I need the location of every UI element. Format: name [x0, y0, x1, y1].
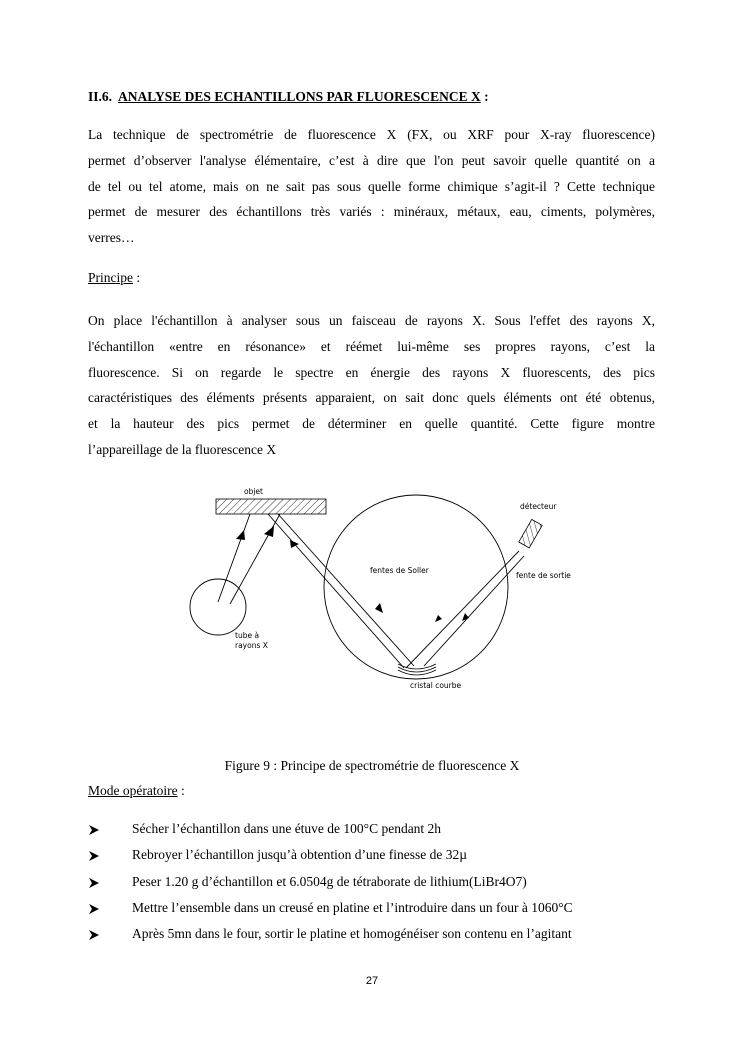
arrow-bullet-icon	[88, 821, 102, 840]
arrowhead	[435, 615, 442, 622]
section-title-suffix: :	[480, 89, 489, 104]
label-detecteur: détecteur	[520, 502, 557, 511]
fluorescence-ray-2	[278, 514, 414, 666]
page-number: 27	[365, 975, 379, 987]
paragraph-line: fluorescence. Si on regarde le spectre en énergie des rayons X fluorescents, des pics	[88, 364, 655, 380]
list-item	[88, 874, 688, 900]
label-objet: objet	[244, 487, 263, 496]
paragraph-line: La technique de spectrométrie de fluorescence X (FX, ou XRF pour X-ray fluorescence)	[88, 127, 655, 142]
step-text: Sécher l’échantillon dans une étuve de 100°C pendant 2h	[132, 821, 442, 836]
sample-holder	[216, 499, 326, 514]
arrowhead	[236, 530, 245, 540]
step-text: Rebroyer l’échantillon jusqu’à obtention d’une finesse de 32µ	[132, 847, 468, 863]
principe-heading	[88, 270, 140, 286]
intro-paragraph	[88, 122, 655, 251]
list-item	[88, 847, 688, 873]
diffracted-ray-2	[424, 556, 524, 666]
paragraph-line: caractéristiques des éléments présents apparaient, on sait donc quels éléments ont été obtenus,	[88, 390, 655, 406]
step-text: Mettre l’ensemble dans un creusé en platine et l’introduire dans un four à 1060°C	[132, 899, 573, 915]
xrf-diagram	[180, 482, 580, 702]
x-ray-tube	[190, 579, 246, 635]
arrow-bullet-icon	[88, 926, 102, 945]
section-title: ANALYSE DES ECHANTILLONS PAR FLUORESCENCE X	[118, 89, 481, 104]
mode-operatoire-heading	[88, 783, 185, 799]
mode-suffix: :	[177, 783, 185, 798]
detector	[519, 519, 542, 548]
paragraph-line: verres…	[88, 230, 135, 246]
section-number: II.6.	[88, 89, 113, 104]
label-fente-sortie: fente de sortie	[516, 571, 571, 580]
list-item	[88, 900, 688, 926]
step-text: Peser 1.20 g d’échantillon et 6.0504g de tétraborate de lithium(LiBr4O7)	[132, 873, 527, 889]
section-heading	[88, 89, 489, 105]
arrow-bullet-icon	[88, 847, 102, 866]
label-tube-line1: tube à	[235, 631, 260, 640]
label-cristal: cristal courbe	[410, 681, 462, 690]
rowland-circle	[324, 495, 508, 679]
label-tube-line2: rayons X	[235, 641, 268, 650]
figure-caption: Figure 9 : Principe de spectrométrie de fluorescence X	[224, 758, 520, 773]
arrow-bullet-icon	[88, 874, 102, 893]
step-text: Après 5mn dans le four, sortir le platine et homogénéiser son contenu en l’agitant	[132, 926, 572, 942]
incident-ray-1	[218, 514, 250, 602]
arrowhead	[375, 603, 383, 613]
arrowhead	[290, 540, 299, 548]
principe-label: Principe	[88, 270, 133, 285]
paragraph-line: On place l'échantillon à analyser sous un faisceau de rayons X. Sous l'effet des rayons X,	[88, 313, 655, 328]
label-fentes-soller: fentes de Soller	[370, 566, 429, 575]
arrow-bullet-icon	[88, 900, 102, 919]
fluorescence-ray-1	[268, 514, 404, 668]
paragraph-line: et la hauteur des pics permet de déterminer en quelle quantité. Cette figure montre	[88, 416, 655, 432]
paragraph-line: l'échantillon «entre en résonance» et réémet lui-même ses propres rayons, c’est la	[88, 338, 655, 354]
list-item	[88, 926, 688, 952]
arrowhead	[264, 526, 274, 537]
paragraph-line: permet de mesurer des échantillons très variés : minéraux, métaux, eau, ciments, polymères,	[88, 204, 655, 220]
principe-suffix: :	[133, 270, 141, 285]
mode-label: Mode opératoire	[88, 783, 178, 798]
curved-crystal	[398, 670, 436, 675]
list-item	[88, 821, 688, 847]
paragraph-line: permet d’observer l'analyse élémentaire, c’est à dire que l'on peut savoir quelle quantité on a	[88, 152, 655, 168]
paragraph-line: de tel ou tel atome, mais on ne sait pas sous quelle forme chimique s’agit-il ? Cette technique	[88, 178, 655, 194]
paragraph-line: l’appareillage de la fluorescence X	[88, 441, 277, 457]
principe-paragraph	[88, 308, 655, 463]
steps-list	[88, 821, 688, 952]
